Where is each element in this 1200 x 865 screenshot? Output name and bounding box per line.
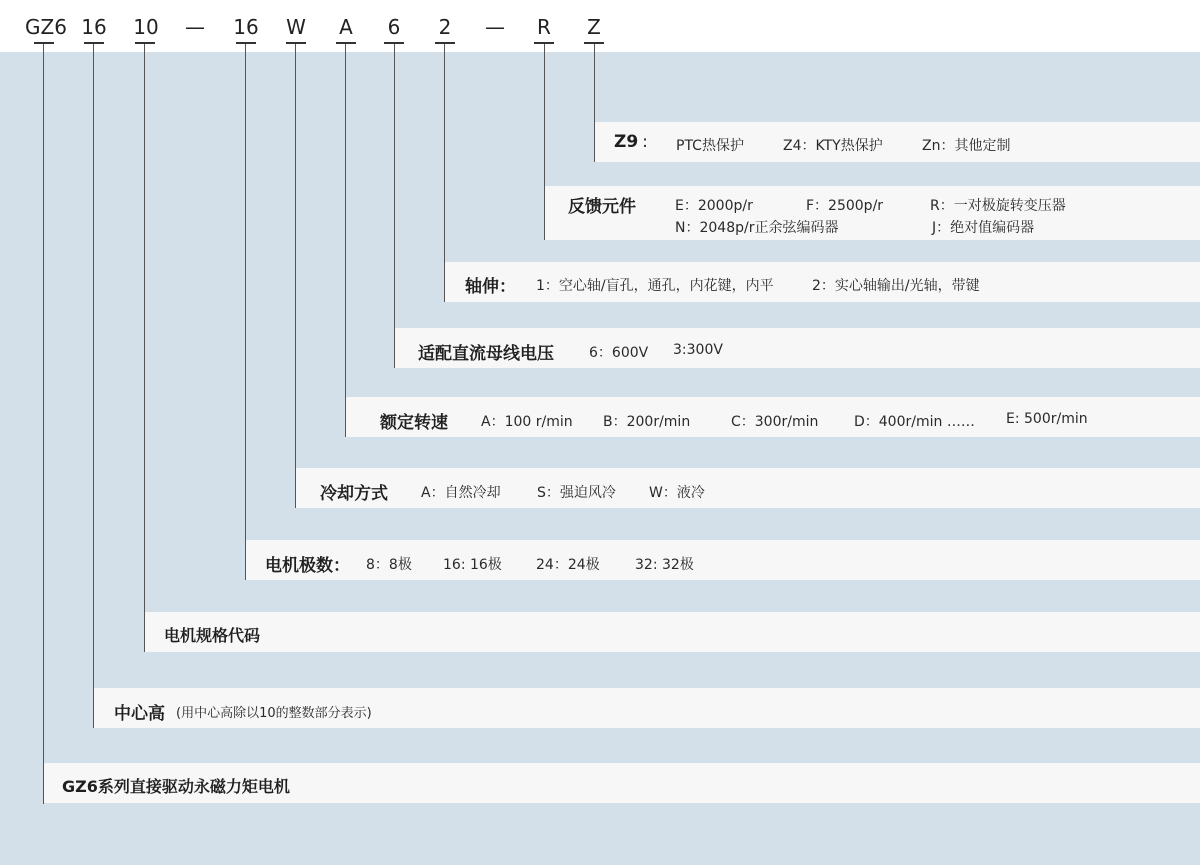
leader-cooling	[295, 44, 296, 508]
tick-gz6	[34, 42, 54, 44]
tick-spec	[135, 42, 155, 44]
cooling-title: 冷却方式	[320, 484, 388, 504]
code-poles: 16	[233, 15, 259, 39]
voltage-item-300: 3:300V	[673, 342, 723, 358]
code-gz6: GZ6	[25, 15, 67, 39]
poles-item-16: 16: 16极	[443, 557, 502, 573]
tick-speed	[336, 42, 356, 44]
row-spec	[145, 612, 1200, 652]
z9-item-kty: Z4：KTY热保护	[783, 138, 883, 154]
feedback-item-j: J：绝对值编码器	[932, 220, 1035, 236]
speed-item-d: D：400r/min ……	[854, 414, 975, 430]
series-title: GZ6系列直接驱动永磁力矩电机	[62, 777, 290, 796]
feedback-item-f: F：2500p/r	[806, 198, 884, 214]
leader-speed	[345, 44, 346, 437]
center-height-title: 中心高	[114, 704, 165, 724]
tick-center-height	[84, 42, 104, 44]
z9-item-custom: Zn：其他定制	[922, 138, 1011, 154]
leader-poles	[245, 44, 246, 580]
code-dash-2: —	[485, 15, 505, 39]
tick-cooling	[286, 42, 306, 44]
tick-poles	[236, 42, 256, 44]
poles-title: 电机极数：	[265, 556, 350, 576]
code-spec: 10	[133, 15, 159, 39]
speed-item-e: E: 500r/min	[1006, 411, 1088, 427]
voltage-item-600: 6：600V	[589, 345, 649, 361]
code-feedback: R	[537, 15, 551, 39]
code-cooling: W	[286, 15, 306, 39]
shaft-item-hollow: 1：空心轴/盲孔，通孔，内花键，内平	[536, 278, 774, 294]
leader-spec	[144, 44, 145, 652]
center-height-note: (用中心高除以10的整数部分表示)	[176, 706, 372, 721]
diagram-background	[0, 52, 1200, 865]
code-shaft: 2	[438, 15, 452, 39]
code-center-height: 16	[81, 15, 107, 39]
speed-title: 额定转速	[380, 413, 448, 433]
code-voltage: 6	[387, 15, 401, 39]
speed-item-c: C：300r/min	[731, 414, 819, 430]
speed-item-b: B：200r/min	[603, 414, 691, 430]
poles-item-24: 24：24极	[536, 557, 600, 573]
feedback-item-e: E：2000p/r	[675, 198, 753, 214]
speed-item-a: A：100 r/min	[481, 414, 573, 430]
leader-z9	[594, 44, 595, 162]
leader-shaft	[444, 44, 445, 302]
shaft-title: 轴伸：	[465, 277, 516, 297]
tick-shaft	[435, 42, 455, 44]
leader-center-height	[93, 44, 94, 728]
voltage-title: 适配直流母线电压	[418, 344, 554, 364]
cooling-item-liquid: W：液冷	[649, 485, 705, 501]
leader-voltage	[394, 44, 395, 368]
feedback-item-n: N：2048p/r正余弦编码器	[675, 220, 839, 236]
poles-item-8: 8：8极	[366, 557, 412, 573]
feedback-title: 反馈元件	[568, 197, 636, 217]
shaft-item-solid: 2：实心轴输出/光轴，带键	[812, 278, 980, 294]
leader-series	[43, 44, 44, 804]
cooling-item-forced-air: S：强迫风冷	[537, 485, 616, 501]
code-z9: Z	[587, 15, 601, 39]
z9-title: Z9 :	[614, 132, 648, 152]
spec-title: 电机规格代码	[164, 626, 261, 645]
z9-item-ptc: PTC热保护	[676, 138, 744, 154]
cooling-item-natural: A：自然冷却	[421, 485, 501, 501]
code-dash-1: —	[185, 15, 205, 39]
code-speed: A	[339, 15, 353, 39]
leader-feedback	[544, 44, 545, 240]
feedback-item-r: R：一对极旋转变压器	[930, 198, 1066, 214]
poles-item-32: 32: 32极	[635, 557, 694, 573]
